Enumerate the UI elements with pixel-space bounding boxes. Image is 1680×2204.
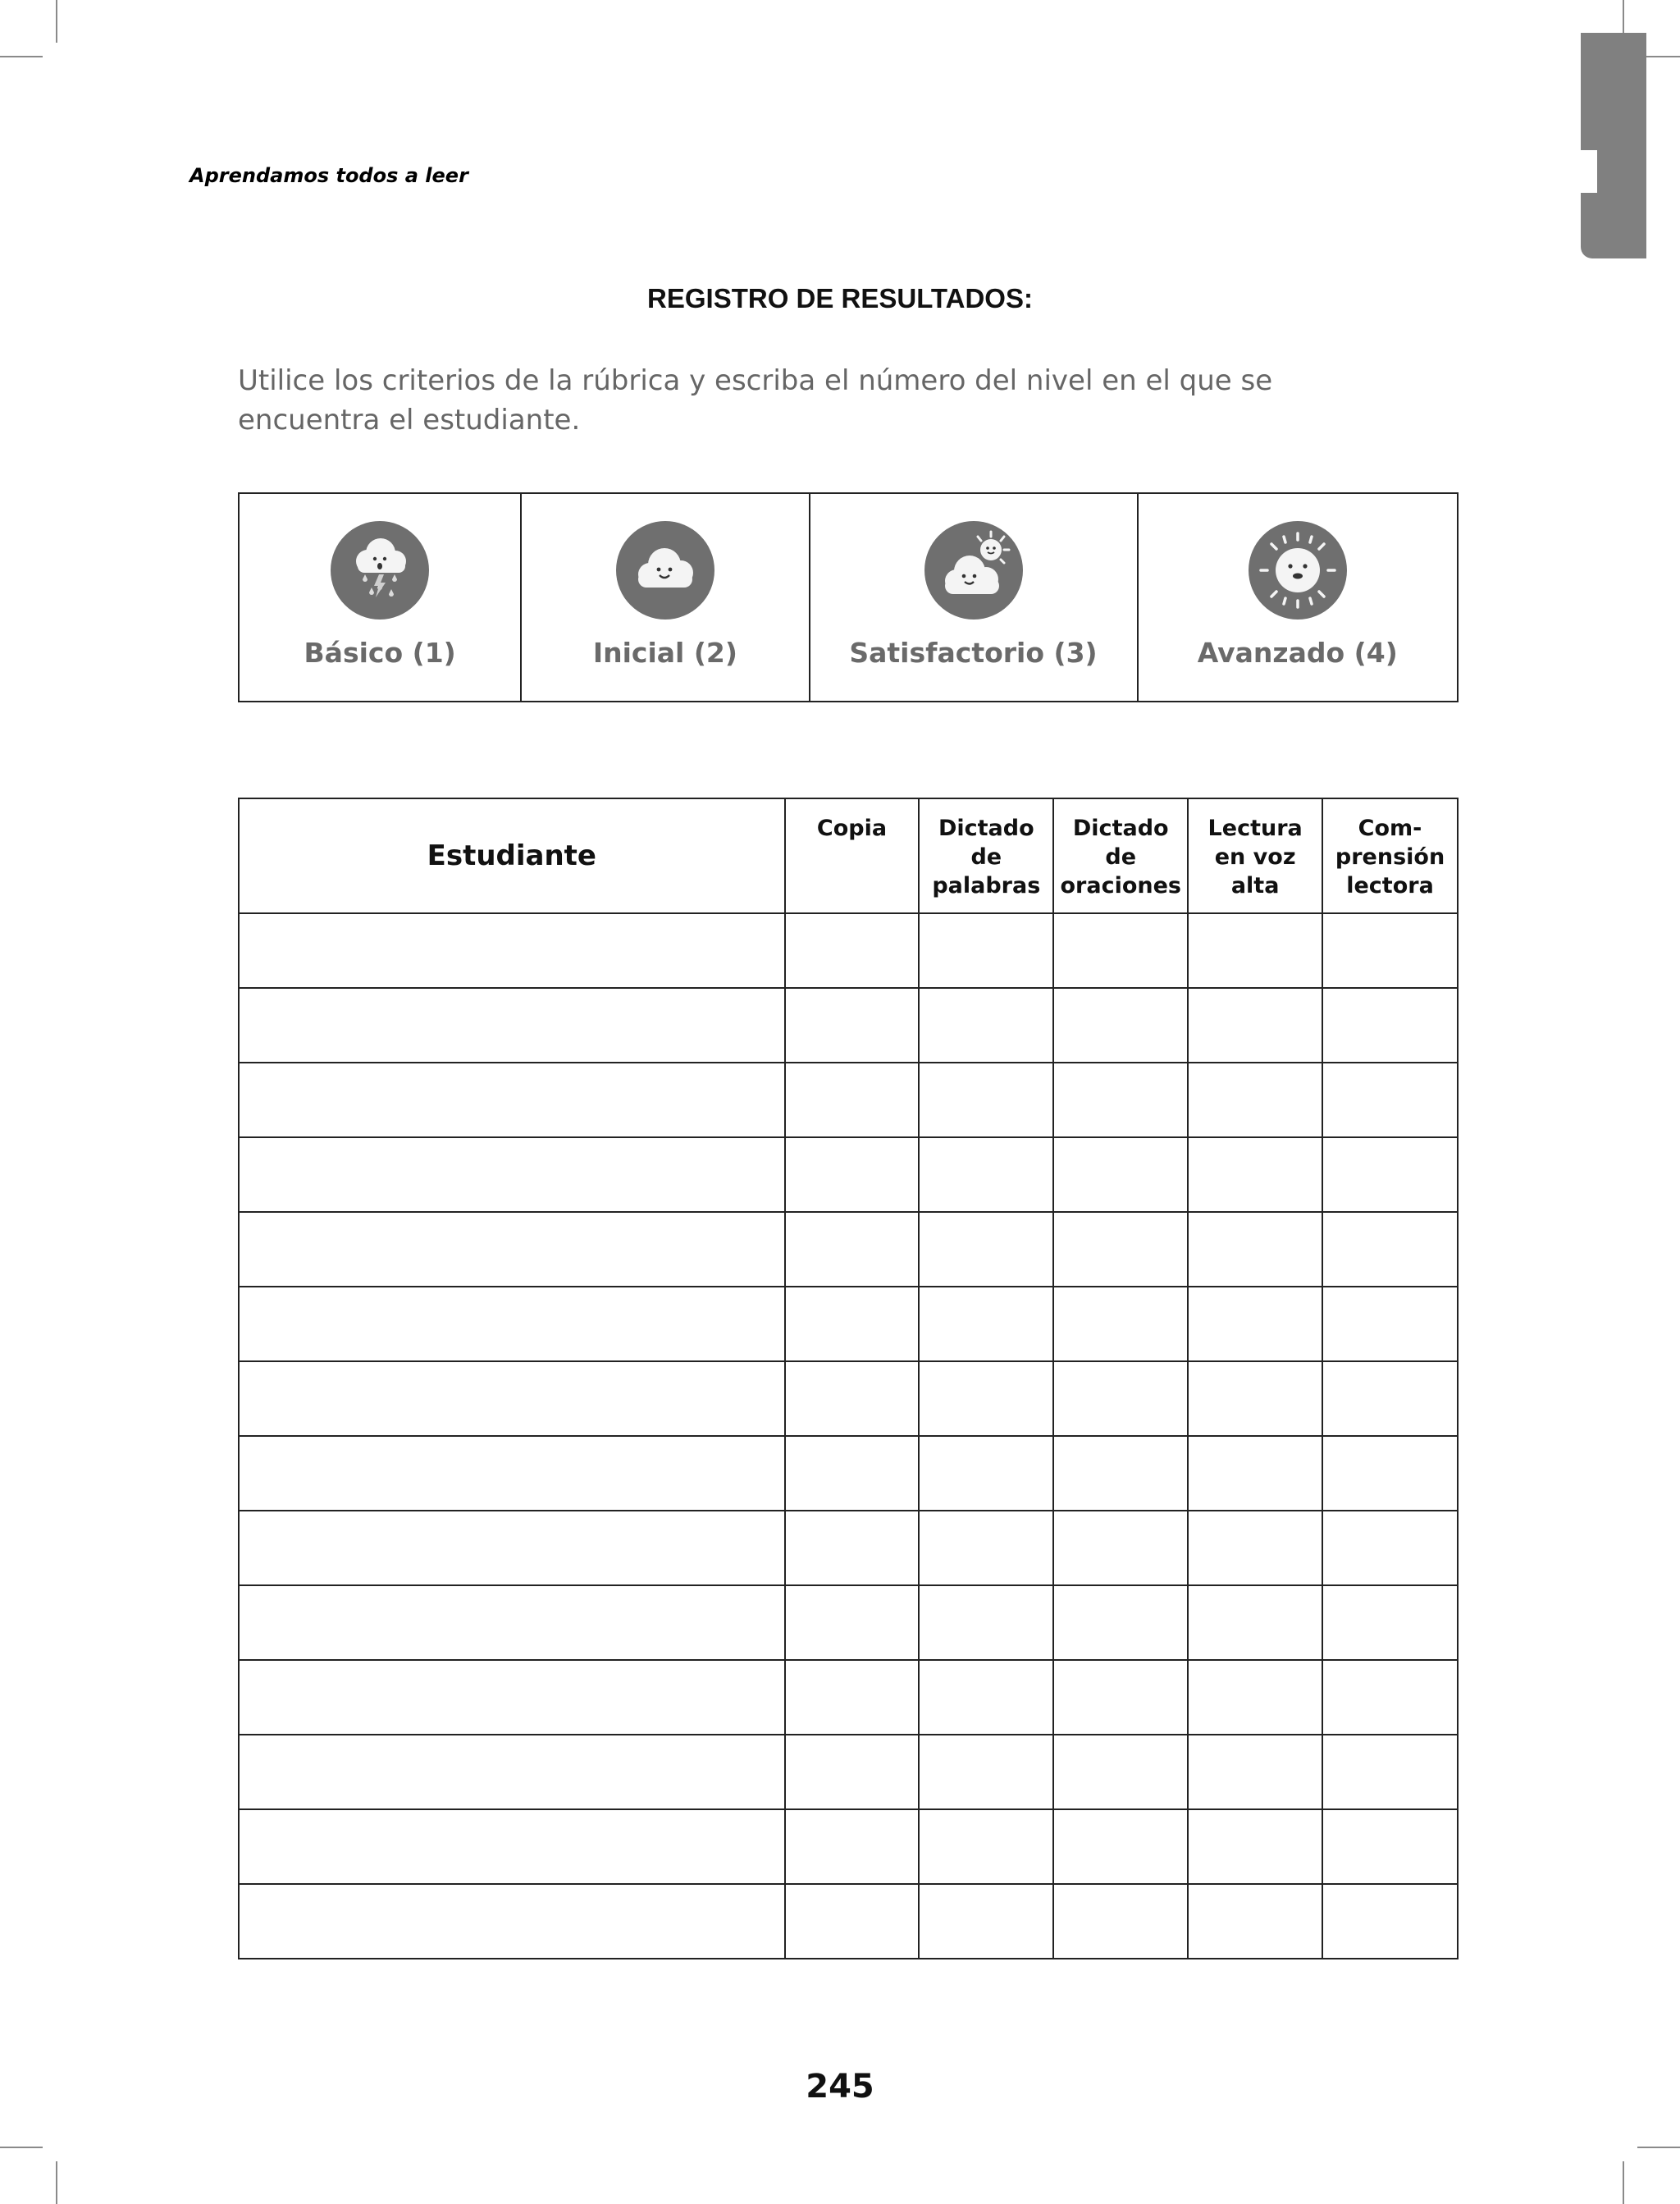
column-header-copia: Copia — [785, 798, 920, 913]
cell-lectura[interactable] — [1188, 1585, 1322, 1660]
crop-mark — [1623, 2161, 1624, 2204]
cell-dictado-palabras[interactable] — [919, 1063, 1053, 1137]
cell-dictado-oraciones[interactable] — [1053, 913, 1188, 988]
cell-lectura[interactable] — [1188, 1660, 1322, 1735]
cell-student-name[interactable] — [239, 1660, 785, 1735]
cell-comprension[interactable] — [1322, 1585, 1458, 1660]
section-thumb-tab-notch — [1581, 150, 1597, 193]
level-cell-inicial — [521, 493, 809, 702]
cell-copia[interactable] — [785, 1137, 920, 1212]
cell-copia[interactable] — [785, 1212, 920, 1287]
crop-mark — [1637, 2147, 1680, 2148]
cell-lectura[interactable] — [1188, 1735, 1322, 1809]
cell-copia[interactable] — [785, 1660, 920, 1735]
cell-copia[interactable] — [785, 988, 920, 1063]
cell-dictado-palabras[interactable] — [919, 1361, 1053, 1436]
section-thumb-tab — [1581, 33, 1646, 258]
level-cell-satisfactorio — [810, 493, 1138, 702]
cell-copia[interactable] — [785, 1436, 920, 1511]
cell-dictado-palabras[interactable] — [919, 988, 1053, 1063]
cell-comprension[interactable] — [1322, 1212, 1458, 1287]
table-row — [239, 1735, 1458, 1809]
cell-dictado-palabras[interactable] — [919, 1809, 1053, 1884]
cell-comprension[interactable] — [1322, 1361, 1458, 1436]
cell-copia[interactable] — [785, 1511, 920, 1585]
cell-student-name[interactable] — [239, 1809, 785, 1884]
crop-mark — [0, 2147, 43, 2148]
cell-lectura[interactable] — [1188, 1436, 1322, 1511]
running-header: Aprendamos todos a leer — [189, 164, 468, 187]
cell-student-name[interactable] — [239, 913, 785, 988]
levels-table — [238, 492, 1459, 702]
cell-comprension[interactable] — [1322, 1063, 1458, 1137]
cell-dictado-palabras[interactable] — [919, 1884, 1053, 1959]
cell-student-name[interactable] — [239, 1287, 785, 1361]
page-title: REGISTRO DE RESULTADOS: — [647, 283, 1033, 313]
cell-copia[interactable] — [785, 1287, 920, 1361]
level-label: Avanzado (4) — [1197, 637, 1398, 669]
level-label: Básico (1) — [304, 637, 456, 669]
sun-cloud-icon — [924, 520, 1024, 620]
cell-dictado-oraciones[interactable] — [1053, 1063, 1188, 1137]
column-header-estudiante: Estudiante — [239, 798, 785, 913]
page-number: 245 — [806, 2068, 874, 2106]
cell-copia[interactable] — [785, 913, 920, 988]
table-row — [239, 1361, 1458, 1436]
table-row — [239, 1884, 1458, 1959]
cell-dictado-oraciones[interactable] — [1053, 1511, 1188, 1585]
sun-icon — [1248, 520, 1348, 620]
cell-student-name[interactable] — [239, 1884, 785, 1959]
cell-student-name[interactable] — [239, 1735, 785, 1809]
cell-student-name[interactable] — [239, 1137, 785, 1212]
table-row — [239, 1809, 1458, 1884]
table-row — [239, 1585, 1458, 1660]
crop-mark — [56, 0, 57, 43]
cell-lectura[interactable] — [1188, 913, 1322, 988]
cell-student-name[interactable] — [239, 1063, 785, 1137]
cell-lectura[interactable] — [1188, 988, 1322, 1063]
level-cell-avanzado — [1138, 493, 1458, 702]
cell-lectura[interactable] — [1188, 1137, 1322, 1212]
cell-dictado-oraciones[interactable] — [1053, 1585, 1188, 1660]
cell-comprension[interactable] — [1322, 1660, 1458, 1735]
cell-comprension[interactable] — [1322, 1436, 1458, 1511]
cell-copia[interactable] — [785, 1361, 920, 1436]
cell-student-name[interactable] — [239, 1436, 785, 1511]
cell-comprension[interactable] — [1322, 988, 1458, 1063]
cell-dictado-oraciones[interactable] — [1053, 1660, 1188, 1735]
crop-mark — [0, 56, 43, 57]
cell-copia[interactable] — [785, 1063, 920, 1137]
cell-dictado-palabras[interactable] — [919, 1436, 1053, 1511]
level-label: Satisfactorio (3) — [849, 637, 1098, 669]
crop-mark — [56, 2161, 57, 2204]
cell-dictado-oraciones[interactable] — [1053, 1212, 1188, 1287]
level-cell-basico — [239, 493, 521, 702]
cell-copia[interactable] — [785, 1735, 920, 1809]
cell-comprension[interactable] — [1322, 1511, 1458, 1585]
cell-dictado-palabras[interactable] — [919, 1735, 1053, 1809]
cell-student-name[interactable] — [239, 1585, 785, 1660]
cell-dictado-palabras[interactable] — [919, 1660, 1053, 1735]
cell-dictado-palabras[interactable] — [919, 913, 1053, 988]
cell-comprension[interactable] — [1322, 1137, 1458, 1212]
table-row — [239, 988, 1458, 1063]
cell-copia[interactable] — [785, 1884, 920, 1959]
table-row — [239, 1212, 1458, 1287]
cell-student-name[interactable] — [239, 1361, 785, 1436]
results-record-table — [238, 798, 1459, 1959]
cell-lectura[interactable] — [1188, 1511, 1322, 1585]
cloud-icon — [615, 520, 715, 620]
cell-dictado-palabras[interactable] — [919, 1137, 1053, 1212]
cell-copia[interactable] — [785, 1809, 920, 1884]
cell-dictado-palabras[interactable] — [919, 1585, 1053, 1660]
table-row — [239, 1063, 1458, 1137]
cell-comprension[interactable] — [1322, 1884, 1458, 1959]
table-row — [239, 1137, 1458, 1212]
cell-dictado-oraciones[interactable] — [1053, 1361, 1188, 1436]
table-row — [239, 913, 1458, 988]
cell-dictado-palabras[interactable] — [919, 1212, 1053, 1287]
cell-lectura[interactable] — [1188, 1361, 1322, 1436]
table-row — [239, 1436, 1458, 1511]
table-row — [239, 1660, 1458, 1735]
cell-lectura[interactable] — [1188, 1212, 1322, 1287]
table-row — [239, 1511, 1458, 1585]
cell-student-name[interactable] — [239, 988, 785, 1063]
cell-dictado-oraciones[interactable] — [1053, 1436, 1188, 1511]
cell-lectura[interactable] — [1188, 1884, 1322, 1959]
column-header-lectura: Lectura en voz alta — [1188, 798, 1322, 913]
cell-dictado-oraciones[interactable] — [1053, 1884, 1188, 1959]
cell-dictado-palabras[interactable] — [919, 1287, 1053, 1361]
cell-dictado-oraciones[interactable] — [1053, 1735, 1188, 1809]
cell-dictado-oraciones[interactable] — [1053, 1137, 1188, 1212]
cell-lectura[interactable] — [1188, 1063, 1322, 1137]
cell-dictado-palabras[interactable] — [919, 1511, 1053, 1585]
cell-dictado-oraciones[interactable] — [1053, 1809, 1188, 1884]
cell-copia[interactable] — [785, 1585, 920, 1660]
column-header-comprension: Com- prensión lectora — [1322, 798, 1458, 913]
column-header-dictado-oraciones: Dictado de oraciones — [1053, 798, 1188, 913]
storm-cloud-icon — [330, 520, 430, 620]
cell-comprension[interactable] — [1322, 1287, 1458, 1361]
cell-comprension[interactable] — [1322, 1735, 1458, 1809]
table-row — [239, 1287, 1458, 1361]
level-label: Inicial (2) — [592, 637, 737, 669]
cell-dictado-oraciones[interactable] — [1053, 1287, 1188, 1361]
cell-comprension[interactable] — [1322, 1809, 1458, 1884]
cell-dictado-oraciones[interactable] — [1053, 988, 1188, 1063]
cell-student-name[interactable] — [239, 1212, 785, 1287]
instruction-text: Utilice los criterios de la rúbrica y escriba el número del nivel en el que se encuentra el estudiante. — [238, 364, 1273, 437]
cell-lectura[interactable] — [1188, 1287, 1322, 1361]
table-header-row — [239, 798, 1458, 913]
cell-lectura[interactable] — [1188, 1809, 1322, 1884]
cell-comprension[interactable] — [1322, 913, 1458, 988]
cell-student-name[interactable] — [239, 1511, 785, 1585]
column-header-dictado-palabras: Dictado de palabras — [919, 798, 1053, 913]
